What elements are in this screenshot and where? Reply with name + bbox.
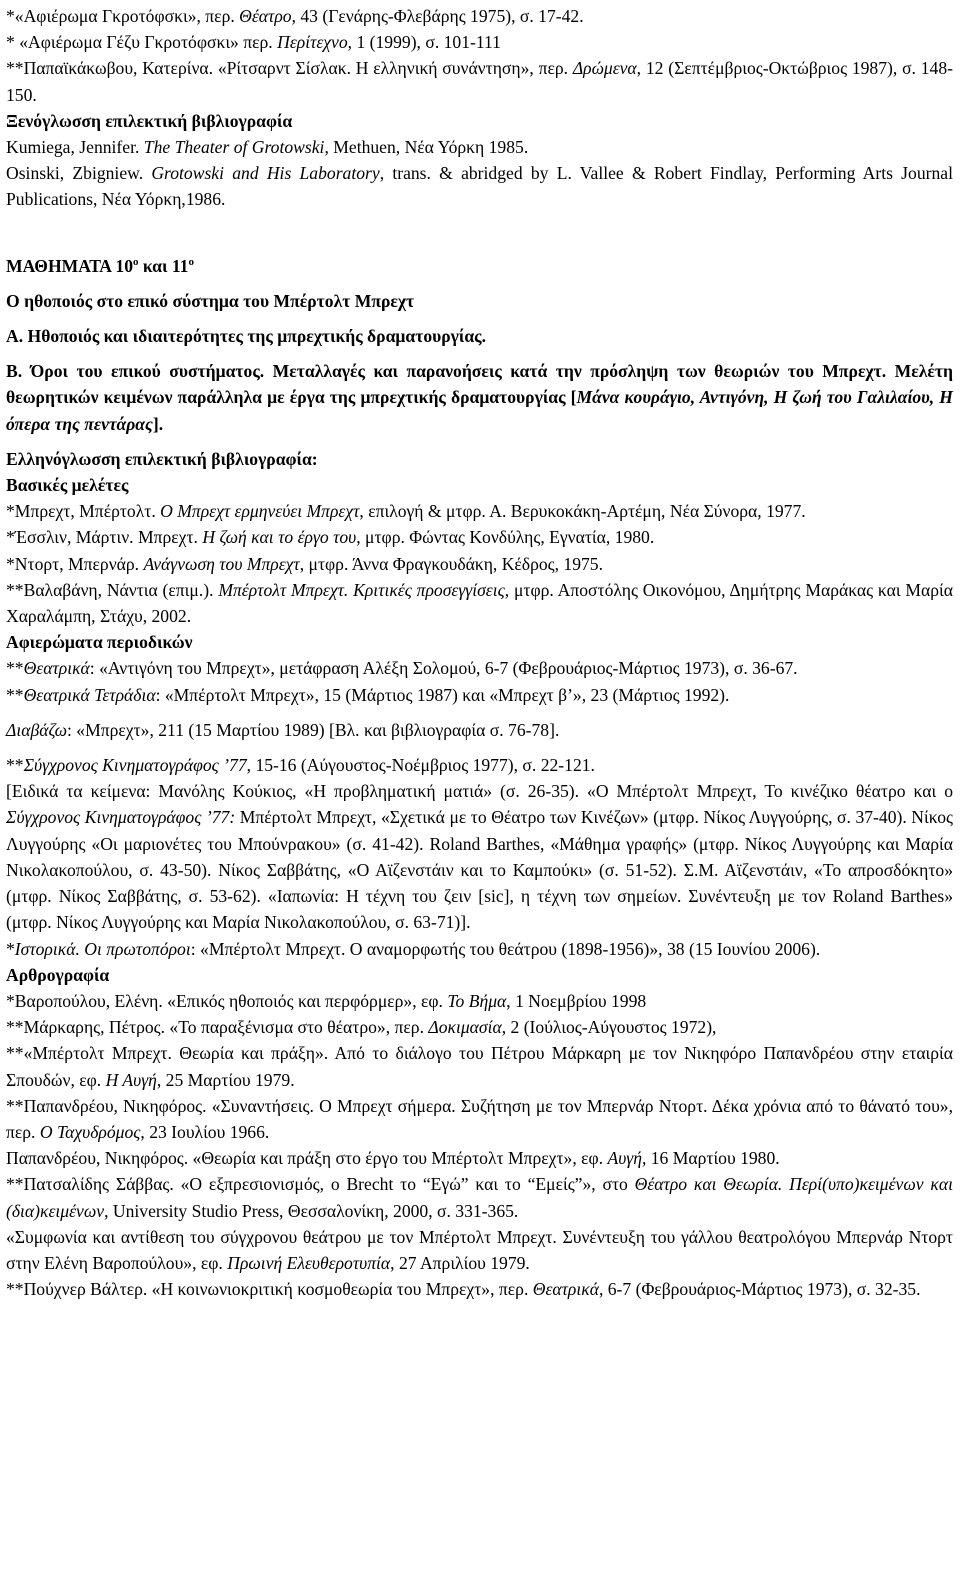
foreign-bibliography-heading: Ξενόγλωσση επιλεκτική βιβλιογραφία <box>6 110 293 131</box>
spacer <box>6 279 953 288</box>
periodicals-heading: Αφιερώματα περιοδικών <box>6 632 193 653</box>
section-b: Β. Όροι του επικού συστήματος. Μεταλλαγές και παρανοήσεις κατά την πρόσληψη των θεωριών του Μπρεχτ. Μελέτη θεωρητικών κειμένων παράλληλα με έργα της μπρεχτικής δραματουργίας [Μάνα κουράγιο, Αντιγόνη, Η ζωή του Γαλιλαίου, Η όπερα της πεντάρας]. <box>6 361 953 434</box>
lessons-heading: ΜΑΘΗΜΑΤΑ $10^o$ και $11^o$ <box>6 255 194 276</box>
list-item: Διαβάζω: «Μπρεχτ», 211 (15 Μαρτίου 1989) [Βλ. και βιβλιογραφία σ. 76-78]. <box>6 719 560 740</box>
greek-bibliography-heading: Ελληνόγλωσση επιλεκτική βιβλιογραφία: <box>6 448 318 469</box>
list-item: *Έσσλιν, Μάρτιν. Μπρεχτ. Η ζωή και το έργο του, μτφρ. Φώντας Κονδύλης, Εγνατία, 1980. <box>6 527 655 548</box>
spacer <box>6 213 953 239</box>
list-item: **Μάρκαρης, Πέτρος. «Το παραξένισμα στο θέατρο», περ. Δοκιμασία, 2 (Ιούλιος-Αύγουστος 1972), <box>6 1017 717 1038</box>
list-item: **«Μπέρτολτ Μπρεχτ. Θεωρία και πράξη». Από το διάλογο του Πέτρου Μάρκαρη με τον Νικηφόρο Παπανδρέου στην εταιρία Σπουδών, εφ. Η Αυγή, 25 Μαρτίου 1979. <box>6 1043 953 1090</box>
basic-studies-heading: Βασικές μελέτες <box>6 475 129 496</box>
list-item: *Βαροπούλου, Ελένη. «Επικός ηθοποιός και περφόρμερ», εφ. Το Βήμα, 1 Νοεμβρίου 1998 <box>6 990 647 1011</box>
spacer <box>6 743 953 752</box>
section-a: Α. Ηθοποιός και ιδιαιτερότητες της μπρεχτικής δραματουργίας. <box>6 326 486 347</box>
list-item: «Συμφωνία και αντίθεση του σύγχρονου θεάτρου με τον Μπέρτολτ Μπρεχτ. Συνέντευξη του γάλλου θεατρολόγου Μπερνάρ Ντορτ στην Ελένη Βαροπούλου», εφ. Πρωινή Ελευθεροτυπία, 27 Απριλίου 1979. <box>6 1226 953 1273</box>
list-item: **Πούχνερ Βάλτερ. «Η κοινωνιοκριτική κοσμοθεωρία του Μπρεχτ», περ. Θεατρικά, 6-7 (Φεβρουάριος-Μάρτιος 1973), σ. 32-35. <box>6 1279 921 1300</box>
spacer <box>6 708 953 717</box>
list-item: **Πατσαλίδης Σάββας. «Ο εξπρεσιονισμός, ο Brecht το “Εγώ” και το “Εμείς”», στο Θέατρο και Θεωρία. Περί(υπο)κειμένων και (δια)κειμένων, University Studio Press, Θεσσαλονίκη, 2000, σ. 331-365. <box>6 1174 953 1221</box>
spacer <box>6 314 953 323</box>
spacer <box>6 437 953 446</box>
list-item: **Θεατρικά Τετράδια: «Μπέρτολτ Μπρεχτ», 15 (Μάρτιος 1987) και «Μπρεχτ β’», 23 (Μάρτιος 1992). <box>6 684 730 705</box>
list-item: **Θεατρικά: «Αντιγόνη του Μπρεχτ», μετάφραση Αλέξη Σολομού, 6-7 (Φεβρουάριος-Μάρτιος 1973), σ. 36-67. <box>6 658 798 679</box>
list-item: **Παπανδρέου, Νικηφόρος. «Συναντήσεις. Ο Μπρεχτ σήμερα. Συζήτηση με τον Μπερνάρ Ντορτ. Δέκα χρόνια από το θάνατό του», περ. Ο Ταχυδρόμος, 23 Ιουλίου 1966. <box>6 1095 953 1142</box>
list-item: *«Αφιέρωμα Γκροτόφσκι», περ. Θέατρο, 43 (Γενάρης-Φλεβάρης 1975), σ. 17-42. <box>6 6 584 26</box>
list-item: **Παπαϊκάκωβου, Κατερίνα. «Ρίτσαρντ Σίσλακ. Η ελληνική συνάντηση», περ. Δρώμενα, 12 (Σεπτέμβριος-Οκτώβριος 1987), σ. 148-150. <box>6 58 953 105</box>
special-texts-paragraph: [Ειδικά τα κείμενα: Μανόλης Κούκιος, «Η προβληματική ματιά» (σ. 26-35). «Ο Μπέρτολτ Μπρεχτ, Το κινέζικο θέατρο και ο Σύγχρονος Κινηματογράφος ’77: Μπέρτολτ Μπρεχτ, «Σχετικά με το Θέατρο των Κινέζων» (μτφρ. Νίκος Λυγγούρης, σ. 37-40). Νίκος Λυγγούρης «Οι μαριονέτες του Μπούνρακου» (σ. 41-42). Roland Barthes, «Μάθημα γραφής» (μτφρ. Νίκος Λυγγούρης και Μαρία Νικολακοπούλου, σ. 43-50). Νίκος Σαββάτης, «Ο Αϊζενστάιν και το Καμπούκι» (σ. 51-52). Σ.Μ. Αϊζενστάιν, «Το απροσδόκητο» (μτφρ. Νίκος Σαββάτης, σ. 53-62). «Ιαπωνία: Η τέχνη του ζειν [sic], η τέχνη των σημείων. Συνέντευξη με τον Roland Barthes» (μτφρ. Νίκος Λυγγούρης και Μαρία Νικολακοπούλου, σ. 63-71)]. <box>6 781 953 933</box>
list-item: *Μπρεχτ, Μπέρτολτ. Ο Μπρεχτ ερμηνεύει Μπρεχτ, επιλογή & μτφρ. Α. Βερυκοκάκη-Αρτέμη, Νέα Σύνορα, 1977. <box>6 501 806 522</box>
list-item: * «Αφιέρωμα Γέζυ Γκροτόφσκι» περ. Περίτεχνο, 1 (1999), σ. 101-111 <box>6 32 501 53</box>
list-item: *Ντορτ, Μπερνάρ. Ανάγνωση του Μπρεχτ, μτφρ. Άννα Φραγκουδάκη, Κέδρος, 1975. <box>6 553 604 574</box>
list-item: Osinski, Zbigniew. Grotowski and His Laboratory, trans. & abridged by L. Vallee & Robert Findlay, Performing Arts Journal Publications, Νέα Υόρκη,1986. <box>6 163 953 210</box>
list-item: **Σύγχρονος Κινηματογράφος ’77, 15-16 (Αύγουστος-Νοέμβριος 1977), σ. 22-121. <box>6 755 595 776</box>
list-item: Kumiega, Jennifer. The Theater of Grotowski, Methuen, Νέα Υόρκη 1985. <box>6 137 529 158</box>
list-item: *Ιστορικά. Οι πρωτοπόροι: «Μπέρτολτ Μπρεχτ. Ο αναμορφωτής του θεάτρου (1898-1956)», 38 (15 Ιουνίου 2006). <box>6 938 821 959</box>
list-item: Παπανδρέου, Νικηφόρος. «Θεωρία και πράξη στο έργο του Μπέρτολτ Μπρεχτ», εφ. Αυγή, 16 Μαρτίου 1980. <box>6 1148 780 1169</box>
list-item: **Βαλαβάνη, Νάντια (επιμ.). Μπέρτολτ Μπρεχτ. Κριτικές προσεγγίσεις, μτφρ. Αποστόλης Οικονόμου, Δημήτρης Μαράκας και Μαρία Χαραλάμπη, Στάχυ, 2002. <box>6 579 953 627</box>
spacer <box>6 349 953 358</box>
articles-heading: Αρθρογραφία <box>6 964 110 985</box>
course-title: Ο ηθοποιός στο επικό σύστημα του Μπέρτολτ Μπρεχτ <box>6 290 415 311</box>
